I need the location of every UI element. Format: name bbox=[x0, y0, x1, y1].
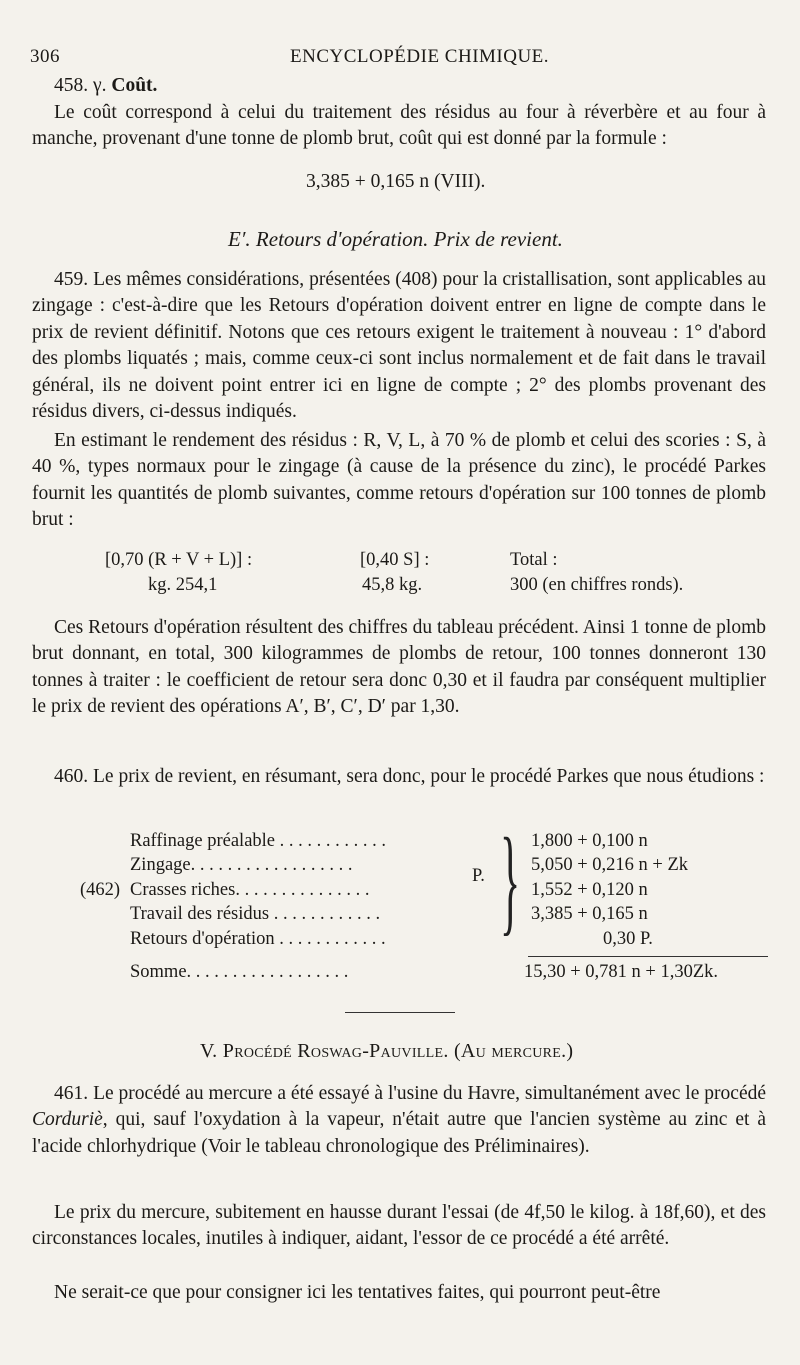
leader-dots: . . . . . . . . . . . . . . . bbox=[235, 880, 370, 900]
cost-row bbox=[130, 904, 380, 925]
section-divider bbox=[345, 1012, 455, 1013]
section-459-text-2: En estimant le rendement des résidus : R, V, L, à 70 % de plomb et celui des scories : S, à 40 %, types normaux pour le zingage (à cause de la présence du zinc), le procédé Parkes fournit les quantités de plomb suivantes, comme retours d'opération sur 100 tonnes de plomb brut : bbox=[32, 430, 766, 531]
leader-dots: . . . . . . . . . . . . . . . . . . bbox=[186, 962, 349, 982]
leader-dots: . . . . . . . . . . . . . . . . . . bbox=[190, 855, 353, 875]
paragraph-italic: Corduriè bbox=[32, 1109, 103, 1131]
cost-row bbox=[130, 855, 353, 876]
cost-value: 5,050 + 0,216 n + Zk bbox=[531, 855, 689, 875]
table-cell-value: kg. 254,1 bbox=[148, 575, 218, 595]
section-459-text-1 bbox=[32, 267, 766, 425]
page-number: 306 bbox=[30, 46, 60, 67]
section-number: 460. bbox=[54, 766, 89, 787]
cost-value: 3,385 + 0,165 n bbox=[531, 904, 648, 924]
formula-viii: 3,385 + 0,165 n (VIII). bbox=[306, 171, 486, 192]
cost-label: Travail des résidus bbox=[130, 904, 270, 924]
section-title: Coût. bbox=[111, 75, 158, 96]
cost-total: 15,30 + 0,781 n + 1,30Zk. bbox=[524, 962, 719, 982]
cost-label: Crasses riches bbox=[130, 880, 236, 900]
paragraph-text: , qui, sauf l'oxydation à la vapeur, n'était autre que l'ancien système au zinc et à l'acide chlorhydrique (Voir le tableau chronologique des Préliminaires). bbox=[32, 1109, 766, 1157]
table-cell-label: [0,40 S] : bbox=[360, 550, 430, 570]
sum-rule bbox=[528, 956, 768, 957]
table-cell-label: [0,70 (R + V + L)] : bbox=[105, 550, 253, 570]
leader-dots: . . . . . . . . . . . . bbox=[275, 831, 387, 851]
cost-value: 1,552 + 0,120 n bbox=[531, 880, 648, 900]
leader-dots: . . . . . . . . . . . . bbox=[274, 929, 386, 949]
table-cell-label: Total : bbox=[510, 550, 558, 570]
cost-row bbox=[130, 962, 348, 983]
section-number: 458. bbox=[54, 75, 89, 96]
cost-label: Zingage bbox=[130, 855, 191, 875]
cost-row bbox=[130, 929, 386, 950]
paragraph-text: Le procédé au mercure a été essayé à l'usine du Havre, simultanément avec le procédé bbox=[93, 1083, 767, 1104]
brace-label: P. bbox=[472, 866, 485, 886]
section-460-text bbox=[32, 764, 766, 790]
right-brace: } bbox=[500, 813, 521, 946]
cost-label: Retours d'opération bbox=[130, 929, 275, 949]
section-459-text-3: Ces Retours d'opération résultent des chiffres du tableau précédent. Ainsi 1 tonne de plomb brut donnant, en total, 300 kilogrammes de plombs de retour, 100 tonnes donneront 130 tonnes à traiter : le coefficient de retour sera donc 0,30 et il faudra par conséquent multiplier le prix de revient des opérations A′, B′, C′, D′ par 1,30. bbox=[32, 617, 766, 718]
cost-value: 1,800 + 0,100 n bbox=[531, 831, 648, 851]
paragraph-text: Le prix de revient, en résumant, sera donc, pour le procédé Parkes que nous étudions : bbox=[93, 766, 765, 787]
section-461-text-3: Ne serait-ce que pour consigner ici les tentatives faites, qui pourront peut-être bbox=[54, 1282, 661, 1303]
section-v-heading: V. Procédé Roswag-Pauville. (Au mercure.) bbox=[200, 1040, 574, 1062]
table-cell-value: 45,8 kg. bbox=[362, 575, 423, 595]
equation-number: (462) bbox=[80, 880, 121, 900]
section-number: 459. bbox=[54, 269, 89, 290]
cost-row bbox=[130, 880, 369, 901]
section-458-text: Le coût correspond à celui du traitement des résidus au four à réverbère et au four à manche, provenant d'une tonne de plomb brut, coût qui est donné par la formule : bbox=[32, 102, 766, 150]
cost-label: Raffinage préalable bbox=[130, 831, 276, 851]
cost-value: 0,30 P. bbox=[603, 929, 653, 949]
greek-letter: γ. bbox=[93, 75, 107, 96]
running-title: ENCYCLOPÉDIE CHIMIQUE. bbox=[290, 46, 550, 67]
paragraph-text: Les mêmes considérations, présentées (408) pour la cristallisation, sont applicables au zingage : c'est-à-dire que les Retours d'opération doivent entrer en ligne de compte dans le prix de revient définitif. Notons que ces retours exigent le traitement à nouveau : 1° d'abord des plombs liquatés ; mais, comme ceux-ci sont inclus normalement et de fait dans le travail général, ils ne doivent point entrer ici en ligne de compte ; 2° des plombs provenant des résidus divers, ci-dessus indiqués. bbox=[32, 269, 766, 423]
leader-dots: . . . . . . . . . . . . bbox=[269, 904, 381, 924]
subsection-heading-e: E′. Retours d'opération. Prix de revient. bbox=[228, 227, 563, 251]
cost-row bbox=[130, 831, 386, 852]
section-number: 461. bbox=[54, 1083, 89, 1104]
section-458-heading bbox=[54, 75, 157, 97]
section-461-text-1 bbox=[32, 1081, 766, 1160]
cost-label: Somme bbox=[130, 962, 187, 982]
table-cell-value: 300 (en chiffres ronds). bbox=[510, 575, 684, 595]
section-461-text-2: Le prix du mercure, subitement en hausse durant l'essai (de 4f,50 le kilog. à 18f,60), et des circonstances locales, inutiles à indiquer, aidant, l'essor de ce procédé a été arrêté. bbox=[32, 1202, 766, 1250]
